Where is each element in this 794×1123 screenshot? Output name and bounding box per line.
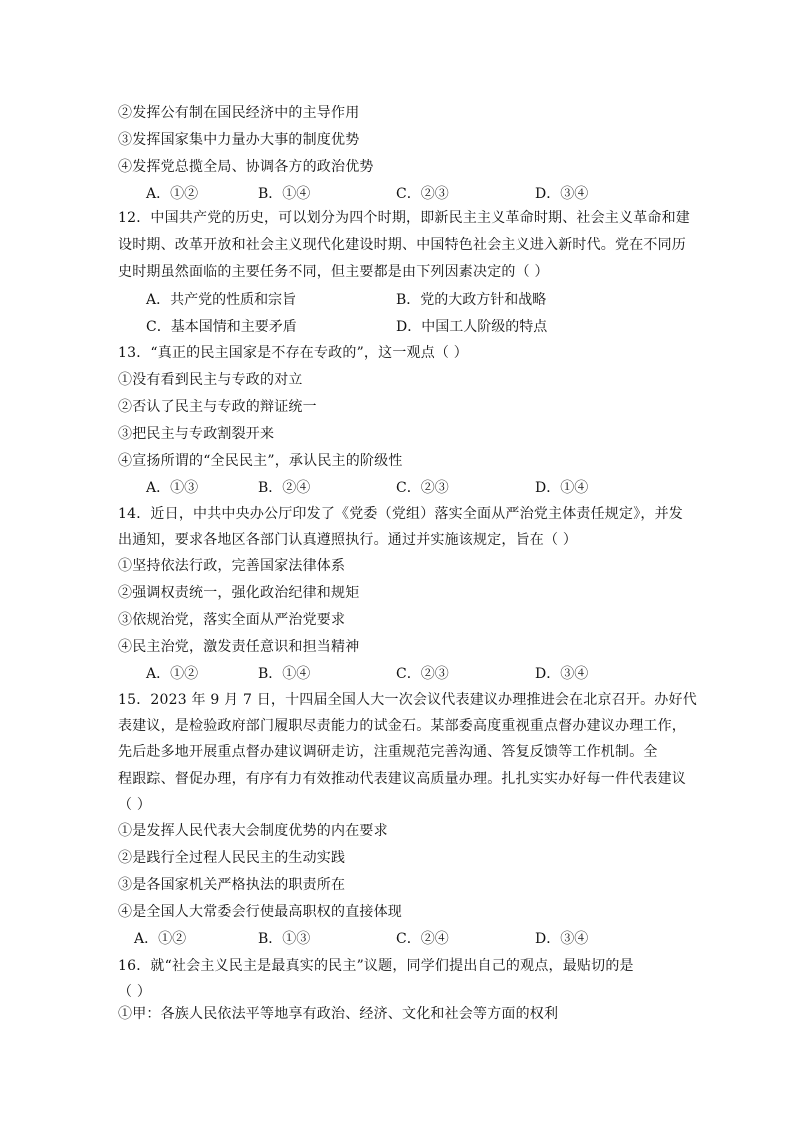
- statement-4: ④民主治党，激发责任意识和担当精神: [118, 639, 360, 655]
- q13-stem-line: 13．“真正的民主国家是不存在专政的”，这一观点（ ）: [118, 345, 468, 361]
- option-c: C．②③: [396, 666, 449, 682]
- option-b: B．②④: [258, 480, 311, 496]
- statement-2: ②强调权责统一，强化政治纪律和规矩: [118, 585, 360, 601]
- option-c: C．②④: [396, 931, 449, 947]
- option-d: D．③④: [535, 666, 589, 682]
- q15-stem-line: 程跟踪、督促办理，有序有力有效推动代表建议高质量办理。扎扎实实办好每一件代表建议: [118, 771, 686, 787]
- q12-stem-line: 设时期、改革开放和社会主义现代化建设时期、中国特色社会主义进入新时代。党在不同历: [118, 237, 686, 253]
- option-a: A．①②: [146, 666, 199, 682]
- option-a: A．①③: [146, 480, 199, 496]
- statement-1: ①没有看到民主与专政的对立: [118, 372, 303, 388]
- statement-4: ④宣扬所谓的“全民民主”，承认民主的阶级性: [118, 453, 403, 469]
- statement-3: ③把民主与专政割裂开来: [118, 426, 275, 442]
- option-d: D．中国工人阶级的特点: [396, 319, 548, 335]
- q15-stem-line: 15．2023 年 9 月 7 日，十四届全国人大一次会议代表建议办理推进会在北京召开。办好代: [118, 692, 697, 708]
- answer-paren: （ ）: [118, 797, 152, 813]
- statement-2: ②是践行全过程人民民主的生动实践: [118, 850, 346, 866]
- option-c: C．②③: [396, 186, 449, 202]
- q15-stem-line: 表建议，是检验政府部门履职尽责能力的试金石。某部委高度重视重点督办建议办理工作，: [118, 718, 686, 734]
- statement-1: ①坚持依法行政，完善国家法律体系: [118, 558, 346, 574]
- statement-3: ③发挥国家集中力量办大事的制度优势: [118, 132, 360, 148]
- option-a: A．①②: [146, 186, 199, 202]
- q15-stem-line: 先后赴多地开展重点督办建议调研走访，注重规范完善沟通、答复反馈等工作机制。全: [118, 744, 658, 760]
- option-b: B．①④: [258, 186, 311, 202]
- option-d: D．③④: [535, 186, 589, 202]
- option-b: B．①③: [258, 931, 311, 947]
- statement-3: ③依规治党，落实全面从严治党要求: [118, 612, 346, 628]
- option-b: B．党的大政方针和战略: [396, 292, 547, 308]
- statement-2: ②否认了民主与专政的辩证统一: [118, 399, 317, 415]
- option-a: A．①②: [134, 931, 187, 947]
- option-a: A．共产党的性质和宗旨: [146, 292, 297, 308]
- q12-stem-line: 史时期虽然面临的主要任务不同，但主要都是由下列因素决定的（ ）: [118, 264, 549, 280]
- statement-4: ④发挥党总揽全局、协调各方的政治优势: [118, 159, 374, 175]
- option-b: B．①④: [258, 666, 311, 682]
- option-c: C．②③: [396, 480, 449, 496]
- q16-stem-line: 16．就“社会主义民主是最真实的民主”议题，同学们提出自己的观点，最贴切的是: [118, 958, 634, 974]
- q14-stem-line: 出通知，要求各地区各部门认真遵照执行。通过并实施该规定，旨在（ ）: [118, 532, 578, 548]
- statement-2: ②发挥公有制在国民经济中的主导作用: [118, 105, 360, 121]
- option-c: C．基本国情和主要矛盾: [146, 319, 297, 335]
- statement-1: ①是发挥人民代表大会制度优势的内在要求: [118, 823, 388, 839]
- statement-4: ④是全国人大常委会行使最高职权的直接体现: [118, 904, 402, 920]
- answer-paren: （ ）: [118, 984, 152, 1000]
- statement-1: ①甲：各族人民依法平等地享有政治、经济、文化和社会等方面的权利: [118, 1006, 559, 1022]
- option-d: D．③④: [535, 931, 589, 947]
- option-d: D．①④: [535, 480, 589, 496]
- q12-stem-line: 12．中国共产党的历史，可以划分为四个时期，即新民主主义革命时期、社会主义革命和建: [118, 210, 691, 226]
- q14-stem-line: 14．近日，中共中央办公厅印发了《党委（党组）落实全面从严治党主体责任规定》，并发: [118, 506, 684, 522]
- statement-3: ③是各国家机关严格执法的职责所在: [118, 877, 346, 893]
